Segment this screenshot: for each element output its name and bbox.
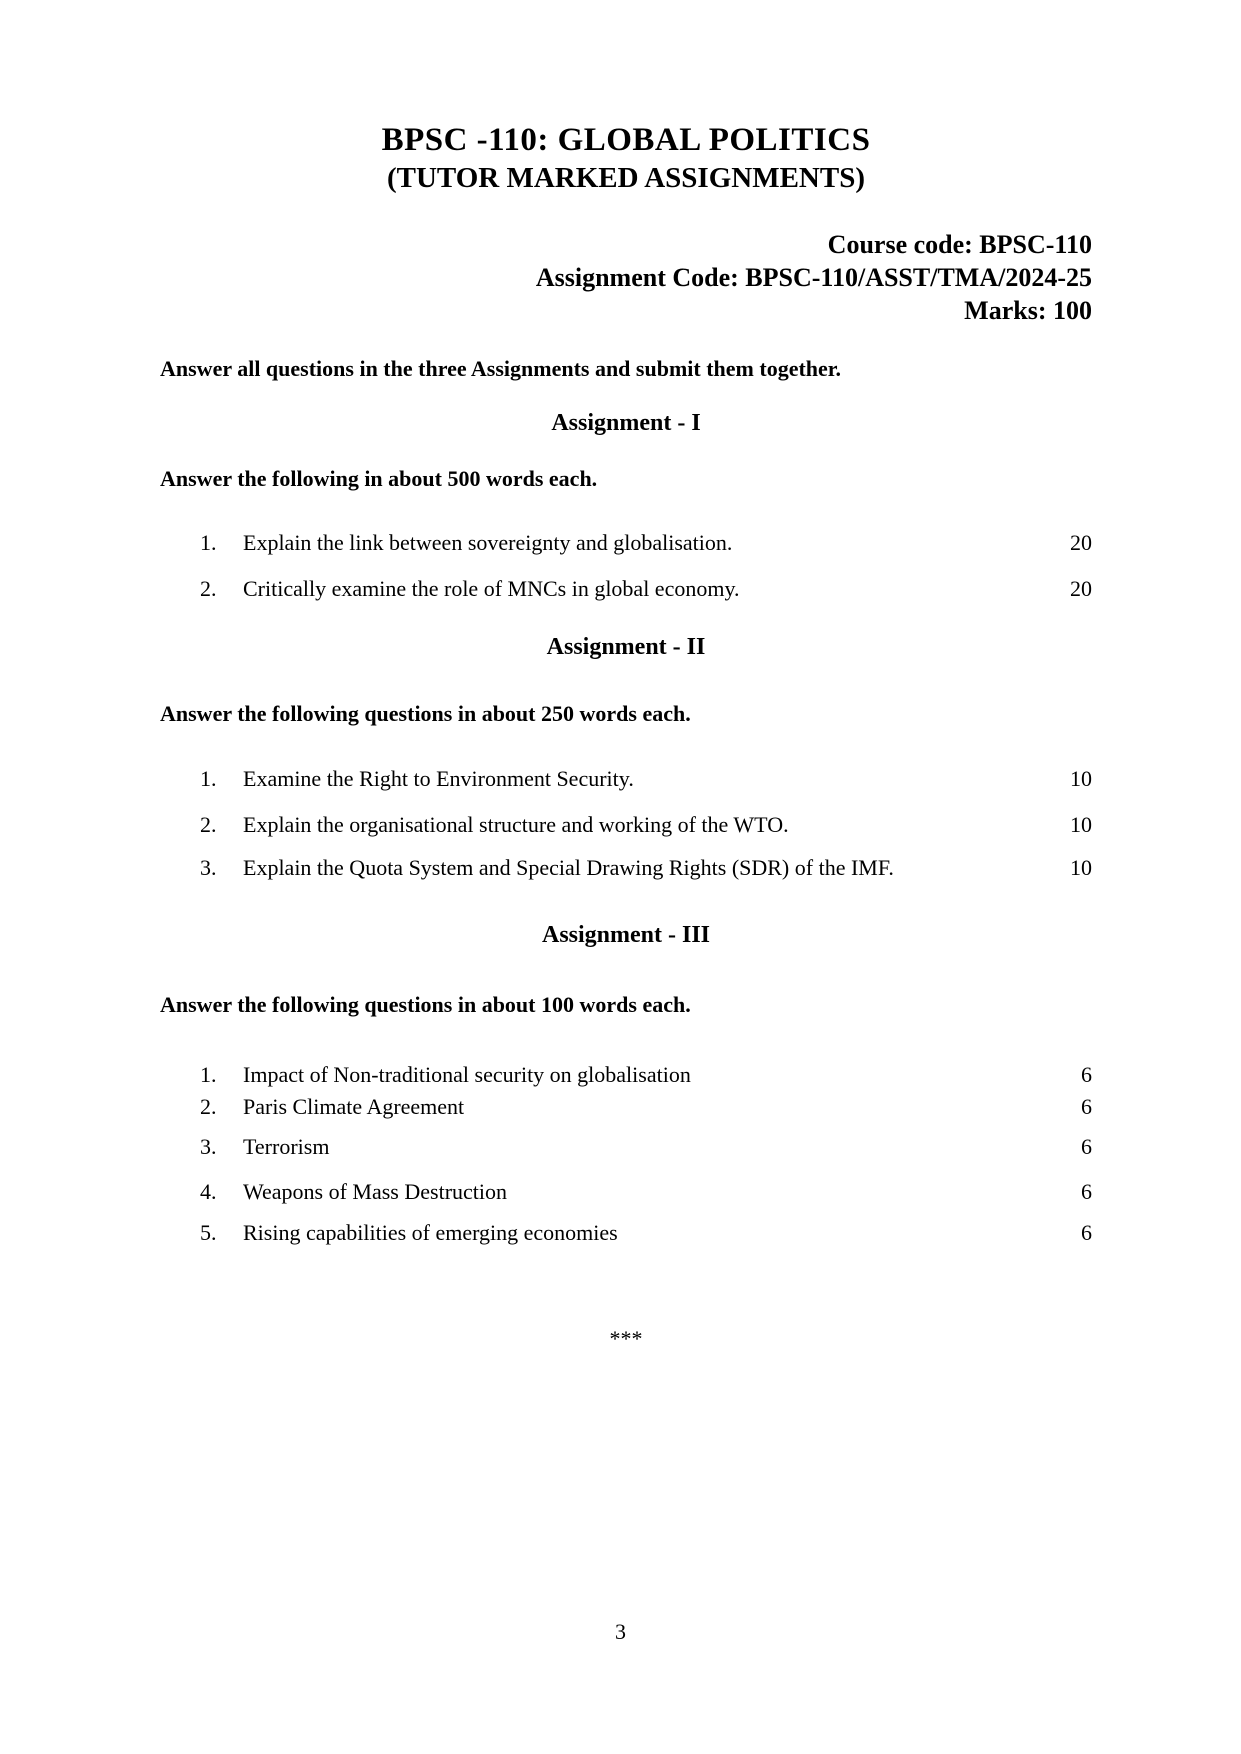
question-list xyxy=(160,528,1092,604)
section-assignment-2 xyxy=(160,632,1092,883)
question-text: Explain the link between sovereignty and globalisation. xyxy=(243,530,733,555)
question-number: 4. xyxy=(200,1179,217,1204)
question-marks: 6 xyxy=(1081,1062,1092,1087)
question-row xyxy=(160,528,1092,558)
question-text: Explain the organisational structure and working of the WTO. xyxy=(243,812,789,837)
section-heading: Assignment - III xyxy=(541,922,711,948)
question-marks: 10 xyxy=(1070,855,1092,880)
section-instruction: Answer the following in about 500 words each. xyxy=(160,466,598,491)
question-row xyxy=(160,1218,1092,1248)
question-number: 3. xyxy=(200,855,217,880)
section-assignment-1 xyxy=(160,408,1092,604)
question-number: 2. xyxy=(200,576,217,601)
question-number: 2. xyxy=(200,1094,217,1119)
question-marks: 6 xyxy=(1081,1179,1092,1204)
question-text: Examine the Right to Environment Security. xyxy=(243,766,634,791)
question-marks: 20 xyxy=(1070,530,1092,555)
section-assignment-3 xyxy=(160,920,1092,1248)
end-separator: *** xyxy=(609,1326,643,1351)
section-heading: Assignment - II xyxy=(546,634,706,660)
question-number: 5. xyxy=(200,1220,217,1245)
question-number: 1. xyxy=(200,766,217,791)
question-row xyxy=(160,1092,1092,1122)
question-marks: 6 xyxy=(1081,1220,1092,1245)
question-number: 3. xyxy=(200,1134,217,1159)
question-text: Paris Climate Agreement xyxy=(243,1094,465,1119)
question-text: Explain the Quota System and Special Drawing Rights (SDR) of the IMF. xyxy=(243,855,894,880)
question-row xyxy=(160,1132,1092,1162)
question-number: 2. xyxy=(200,812,217,837)
question-row xyxy=(160,810,1092,840)
question-marks: 10 xyxy=(1070,766,1092,791)
question-number: 1. xyxy=(200,1062,217,1087)
question-text: Terrorism xyxy=(243,1134,330,1159)
course-code-line: Course code: BPSC-110 xyxy=(827,230,1092,259)
question-text: Rising capabilities of emerging economies xyxy=(243,1220,618,1245)
question-row xyxy=(160,853,1092,883)
question-list xyxy=(160,764,1092,883)
section-instruction: Answer the following questions in about 100 words each. xyxy=(160,992,691,1017)
question-marks: 20 xyxy=(1070,576,1092,601)
assignment-code-line: Assignment Code: BPSC-110/ASST/TMA/2024-25 xyxy=(535,263,1092,292)
document-title: BPSC -110: GLOBAL POLITICS xyxy=(381,122,871,158)
intro-instruction: Answer all questions in the three Assignments and submit them together. xyxy=(160,356,842,381)
question-text: Weapons of Mass Destruction xyxy=(243,1179,508,1204)
page-number: 3 xyxy=(615,1619,626,1644)
marks-line: Marks: 100 xyxy=(964,296,1092,325)
question-list xyxy=(160,1060,1092,1248)
question-marks: 6 xyxy=(1081,1134,1092,1159)
question-row xyxy=(160,574,1092,604)
question-row xyxy=(160,1060,1092,1090)
question-number: 1. xyxy=(200,530,217,555)
section-heading: Assignment - I xyxy=(551,410,701,436)
question-row xyxy=(160,1177,1092,1207)
question-row xyxy=(160,764,1092,794)
header-meta-block xyxy=(160,228,1092,327)
question-text: Impact of Non-traditional security on globalisation xyxy=(243,1062,691,1087)
question-marks: 10 xyxy=(1070,812,1092,837)
section-instruction: Answer the following questions in about 250 words each. xyxy=(160,701,691,726)
question-text: Critically examine the role of MNCs in global economy. xyxy=(243,576,740,601)
document-subtitle: (TUTOR MARKED ASSIGNMENTS) xyxy=(386,162,866,194)
question-marks: 6 xyxy=(1081,1094,1092,1119)
